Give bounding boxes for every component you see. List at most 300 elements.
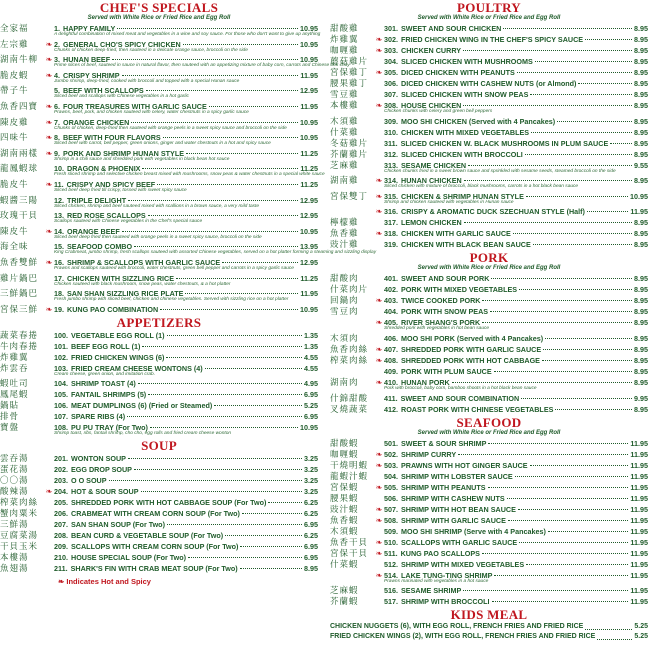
item-name: MOO SHI SHRIMP (Serve with 4 Pancakes) bbox=[401, 526, 546, 536]
item-body bbox=[384, 493, 648, 504]
item-price: 11.25 bbox=[300, 164, 318, 174]
item-body bbox=[54, 497, 318, 508]
item-name: SWEET & SOUR SHRIMP bbox=[401, 438, 487, 448]
item-line bbox=[54, 352, 318, 363]
item-chinese-name: 芝麻雞 bbox=[330, 159, 359, 170]
item-number: 9. bbox=[54, 148, 60, 158]
menu-item bbox=[0, 563, 318, 574]
item-name: HOT & SOUR SOUP bbox=[71, 486, 139, 496]
menu-item bbox=[330, 273, 648, 284]
hot-spicy-icon: ❧ bbox=[45, 55, 53, 65]
menu-item bbox=[330, 493, 648, 504]
item-number: 11. bbox=[54, 179, 64, 189]
item-line bbox=[384, 228, 648, 239]
item-number: 312. bbox=[384, 149, 398, 159]
item-price: 11.95 bbox=[630, 537, 648, 547]
menu-item bbox=[0, 148, 318, 164]
item-line bbox=[384, 559, 648, 570]
item-chinese-name: 芝麻蝦 bbox=[330, 585, 359, 596]
item-line bbox=[384, 306, 648, 317]
item-description: Sliced chicken, shrimp and beef sauteed mixed with scallions in a brown sauce, a very mild taste bbox=[54, 203, 260, 209]
section-title: PORK bbox=[469, 250, 509, 266]
item-description: Fresh sliced shrimp and selective chicken breast mixed with mushrooms, snow peas & water chestnuts in a special white sauce bbox=[54, 172, 325, 178]
item-body bbox=[384, 449, 648, 460]
item-price: 3.25 bbox=[304, 486, 318, 496]
menu-section bbox=[330, 1, 648, 250]
menu-item bbox=[330, 393, 648, 404]
item-price: 8.95 bbox=[634, 138, 648, 148]
item-body bbox=[384, 526, 648, 537]
item-number: 510. bbox=[384, 537, 398, 547]
item-number: 6. bbox=[54, 101, 60, 111]
item-line bbox=[54, 519, 318, 530]
item-price: 8.95 bbox=[634, 218, 648, 228]
item-chinese-name: 豉汁蝦 bbox=[330, 503, 359, 514]
item-body bbox=[54, 288, 318, 304]
item-name: ORANGE BEEF bbox=[67, 226, 120, 236]
menu-item bbox=[330, 34, 648, 45]
item-number: 106. bbox=[54, 401, 68, 411]
item-number: 304. bbox=[384, 57, 398, 66]
item-name: KUNG PAO COMBINATION bbox=[67, 304, 159, 314]
item-name: KUNG PAO SCALLOPS bbox=[400, 548, 480, 558]
item-price: 11.95 bbox=[630, 493, 648, 503]
menu-item bbox=[330, 45, 648, 56]
item-chinese-name: 回鍋肉 bbox=[330, 295, 359, 306]
menu-item bbox=[0, 475, 318, 486]
leader-dots bbox=[518, 509, 629, 510]
menu-item bbox=[330, 295, 648, 306]
item-name: SLICED CHICKEN WITH SNOW PEAS bbox=[401, 90, 529, 99]
item-chinese-name: 宮保雙丁 bbox=[330, 190, 369, 201]
item-number: 507. bbox=[384, 504, 398, 514]
item-body bbox=[384, 596, 648, 607]
item-chinese-name: 什菜蝦 bbox=[330, 558, 359, 569]
item-body bbox=[54, 530, 318, 541]
leader-dots bbox=[131, 122, 298, 123]
item-line bbox=[384, 23, 648, 34]
item-price: 11.95 bbox=[630, 570, 648, 580]
item-chinese-name: 脆皮蝦 bbox=[0, 69, 29, 80]
item-body bbox=[54, 486, 318, 497]
item-price: 5.25 bbox=[634, 633, 648, 641]
item-body bbox=[54, 464, 318, 475]
item-line bbox=[54, 475, 318, 486]
item-description: King Crabmeat, jumbo shrimp, fresh scallops sauteed with assorted Chinese vegetables, served on a hot platter forming a steaming and sizzling display bbox=[54, 250, 377, 256]
menu-item bbox=[330, 317, 648, 333]
item-name: SCALLOPS WITH GARLIC SAUCE bbox=[401, 537, 518, 547]
menu-item bbox=[330, 570, 648, 586]
item-line bbox=[384, 404, 648, 415]
item-price: 6.95 bbox=[304, 552, 318, 562]
item-number: 5. bbox=[54, 86, 60, 96]
menu-item bbox=[330, 206, 648, 217]
item-body bbox=[384, 217, 648, 228]
item-chinese-name: 宮保三鮮 bbox=[0, 303, 39, 314]
menu-item bbox=[330, 596, 648, 607]
item-body bbox=[384, 393, 648, 404]
menu-item bbox=[330, 138, 648, 149]
item-line bbox=[54, 464, 318, 475]
item-chinese-name: 魚香干貝 bbox=[330, 536, 369, 547]
leader-dots bbox=[167, 524, 302, 525]
item-chinese-name: 什菜雞 bbox=[330, 126, 359, 137]
item-chinese-name: 魚香肉絲 bbox=[330, 343, 369, 354]
item-body bbox=[384, 559, 648, 570]
hot-spicy-icon: ❧ bbox=[45, 304, 53, 314]
item-price: 8.95 bbox=[634, 68, 648, 77]
item-chinese-name: 什菜肉片 bbox=[330, 284, 369, 295]
item-price: 8.95 bbox=[634, 57, 648, 66]
section-subtitle: Served with White Rice or Fried Rice and Egg Roll bbox=[417, 429, 561, 436]
item-name: TRIPLE DELIGHT bbox=[67, 195, 127, 205]
item-chinese-name: 炸雞翼 bbox=[0, 351, 29, 362]
item-price: 11.95 bbox=[630, 559, 648, 569]
item-number: 508. bbox=[384, 515, 398, 525]
item-chinese-name: 芥蘭蝦 bbox=[330, 596, 359, 607]
item-name: SWEET AND SOUR COMBINATION bbox=[400, 393, 520, 403]
menu-item bbox=[0, 453, 318, 464]
leader-dots bbox=[463, 105, 632, 106]
item-price: 4.55 bbox=[304, 363, 318, 373]
item-number: 501. bbox=[384, 438, 398, 448]
menu-item bbox=[0, 85, 318, 101]
item-chinese-name: 本樓雞 bbox=[330, 100, 359, 110]
menu-item bbox=[0, 508, 318, 519]
leader-dots bbox=[242, 513, 302, 514]
menu-item bbox=[330, 515, 648, 526]
item-body bbox=[384, 160, 648, 176]
item-chinese-name: 脆皮牛 bbox=[0, 178, 29, 189]
item-chinese-name: 豆腐菜湯 bbox=[0, 529, 39, 540]
item-line bbox=[384, 149, 648, 160]
item-body bbox=[54, 541, 318, 552]
item-name: SLICED CHICKEN WITH BROCCOLI bbox=[401, 149, 523, 159]
item-description: Chicken chunks with celery and green bell peppers bbox=[384, 109, 493, 114]
item-name: ORANGE CHICKEN bbox=[63, 117, 130, 127]
item-body bbox=[54, 117, 318, 133]
item-chinese-name: 龍蝦汁蝦 bbox=[330, 470, 369, 481]
menu-item bbox=[0, 163, 325, 179]
item-price: 10.95 bbox=[630, 191, 648, 201]
item-price: 10.95 bbox=[300, 304, 318, 314]
item-number: 302. bbox=[384, 35, 398, 44]
menu-item bbox=[330, 438, 648, 449]
item-line bbox=[384, 45, 648, 56]
item-price: 8.95 bbox=[634, 404, 648, 414]
item-line bbox=[384, 366, 648, 377]
item-line bbox=[54, 541, 318, 552]
item-price: 8.95 bbox=[634, 307, 648, 317]
item-description: Prime slices of beef, sauteed in sauce in natural flavor, then sauteed with an appetizing mixture of baby corn, carrots and Chinese bok choy bbox=[54, 63, 350, 69]
item-number: 3. bbox=[54, 55, 60, 65]
hot-spicy-icon: ❧ bbox=[375, 548, 383, 558]
item-name: PORK WITH MIXED VEGETABLES bbox=[401, 285, 518, 295]
item-name: CHICKEN CURRY bbox=[401, 46, 462, 55]
menu-item bbox=[0, 422, 318, 438]
item-name: BEEF WITH FOUR FLAVORS bbox=[63, 133, 161, 143]
item-price: 8.95 bbox=[634, 355, 648, 365]
item-name: SAN SHAN SOUP (For Two) bbox=[71, 519, 165, 529]
hot-spicy-icon: ❧ bbox=[45, 486, 53, 496]
item-price: 10.95 bbox=[300, 39, 318, 49]
item-name: FANTAIL SHRIMPS (5) bbox=[71, 390, 147, 400]
leader-dots bbox=[209, 106, 299, 107]
item-body bbox=[384, 228, 648, 239]
item-line bbox=[54, 508, 318, 519]
item-body bbox=[54, 475, 318, 486]
item-number: 307. bbox=[384, 90, 398, 99]
item-price: 8.95 bbox=[634, 176, 648, 186]
leader-dots bbox=[205, 368, 302, 369]
leader-dots bbox=[185, 293, 298, 294]
item-price: 8.95 bbox=[634, 377, 648, 387]
item-body bbox=[384, 306, 648, 317]
item-body bbox=[54, 195, 318, 211]
section-title: APPETIZERS bbox=[116, 314, 202, 330]
item-chinese-name: 魚香雙鮮 bbox=[0, 256, 39, 267]
item-line bbox=[384, 585, 648, 596]
item-line bbox=[384, 34, 648, 45]
item-body bbox=[384, 344, 648, 355]
item-body bbox=[54, 273, 318, 289]
leader-dots bbox=[548, 531, 629, 532]
leader-dots bbox=[610, 143, 632, 144]
hot-spicy-icon: ❧ bbox=[375, 515, 383, 525]
item-chinese-name: 宮保雞丁 bbox=[330, 67, 369, 77]
item-number: 102. bbox=[54, 352, 68, 362]
item-name: SHRIMP CURRY bbox=[401, 449, 457, 459]
menu-item bbox=[330, 404, 648, 415]
item-name: LAKE TUNG-TING SHRIMP bbox=[401, 570, 493, 580]
item-chinese-name: 雪豆肉 bbox=[330, 306, 359, 317]
item-body bbox=[54, 563, 318, 574]
item-line bbox=[384, 548, 648, 559]
item-number: 503. bbox=[384, 460, 398, 470]
leader-dots bbox=[268, 502, 302, 503]
leader-dots bbox=[585, 620, 632, 630]
item-line bbox=[54, 530, 318, 541]
menu-item bbox=[330, 191, 648, 207]
item-number: 407. bbox=[384, 344, 398, 354]
item-name: DICED CHICKEN WITH PEANUTS bbox=[401, 68, 515, 77]
item-chinese-name: 〇〇湯 bbox=[0, 474, 29, 485]
item-number: 2. bbox=[54, 39, 60, 49]
leader-dots bbox=[134, 469, 302, 470]
item-number: 318. bbox=[384, 229, 398, 239]
item-chinese-name: 咖喱蝦 bbox=[330, 448, 359, 459]
item-price: 8.95 bbox=[634, 46, 648, 55]
item-price: 8.95 bbox=[634, 127, 648, 137]
hot-spicy-icon: ❧ bbox=[375, 570, 383, 580]
item-body bbox=[384, 89, 648, 100]
item-body bbox=[54, 411, 318, 422]
item-chinese-name: 海全味 bbox=[0, 241, 29, 252]
item-number: 509. bbox=[384, 526, 398, 536]
menu-item bbox=[330, 100, 648, 116]
item-name: MOO SHI CHICKEN (Served with 4 Pancakes) bbox=[401, 116, 556, 126]
menu-section bbox=[330, 416, 648, 608]
leader-dots bbox=[519, 542, 628, 543]
leader-dots bbox=[464, 222, 632, 223]
hot-spicy-icon: ❧ bbox=[375, 296, 383, 306]
item-description: Shredded pork with vegetables in hot bean sauce bbox=[384, 326, 490, 332]
item-name: SHRIMP WITH MIXED VEGETABLES bbox=[401, 559, 525, 569]
item-chinese-name: 排骨 bbox=[0, 411, 20, 422]
item-price: 12.95 bbox=[300, 211, 318, 221]
item-price: 8.95 bbox=[634, 366, 648, 376]
menu-item bbox=[0, 195, 318, 211]
item-body bbox=[54, 453, 318, 464]
item-price: 6.25 bbox=[304, 497, 318, 507]
item-chinese-name: 腰果雞丁 bbox=[330, 78, 369, 88]
item-line bbox=[384, 515, 648, 526]
section-title: POULTRY bbox=[456, 0, 521, 15]
leader-dots bbox=[112, 59, 298, 60]
item-body bbox=[54, 132, 318, 148]
item-chinese-name: 榨菜肉絲 bbox=[0, 496, 39, 507]
item-number: 310. bbox=[384, 127, 398, 137]
item-body bbox=[384, 191, 648, 207]
item-body bbox=[54, 341, 318, 352]
item-price: 8.95 bbox=[634, 101, 648, 110]
leader-dots bbox=[183, 44, 298, 45]
section-subtitle: Served with White Rice or Fried Rice and Egg Roll bbox=[417, 15, 561, 21]
item-body bbox=[384, 56, 648, 67]
menu-item bbox=[0, 541, 318, 552]
item-price: 6.95 bbox=[304, 412, 318, 422]
menu-item bbox=[330, 526, 648, 537]
section-subtitle: Served with White Rice or Fried Rice and Egg Roll bbox=[417, 265, 561, 272]
item-price: 11.95 bbox=[630, 449, 648, 459]
item-chinese-name: 玫瑰干貝 bbox=[0, 210, 39, 221]
menu-item bbox=[330, 127, 648, 138]
item-description: Sliced beef and scallops with Chinese vegetables in a hot garlic bbox=[54, 94, 189, 100]
item-body bbox=[54, 378, 318, 389]
item-number: 303. bbox=[384, 46, 398, 55]
leader-dots bbox=[463, 50, 632, 51]
item-name: SHREDDED PORK WITH HOT CABBAGE bbox=[401, 355, 540, 365]
item-description: Prawns, beef, pork, and chicken sauteed with celery, water chestnuts in a spicy garlic sauce bbox=[54, 109, 249, 115]
leader-dots bbox=[488, 487, 629, 488]
leader-dots bbox=[176, 278, 298, 279]
item-number: 14. bbox=[54, 226, 64, 236]
item-number: 516. bbox=[384, 586, 398, 596]
hot-spicy-icon: ❧ bbox=[375, 537, 383, 547]
leader-dots bbox=[138, 383, 302, 384]
item-number: 100. bbox=[54, 330, 68, 340]
item-name: SESAME CHICKEN bbox=[401, 160, 467, 170]
item-line bbox=[54, 400, 318, 411]
item-description: Chicken chunks fried in a sweet brown sauce and sprinkled with sesame seeds, steamed broccoli on the side bbox=[384, 168, 616, 174]
item-name: BEEF WITH SCALLOPS bbox=[63, 86, 144, 96]
item-body bbox=[384, 585, 648, 596]
item-name: CHICKEN WITH MIXED VEGETABLES bbox=[401, 127, 530, 137]
item-name: MEAT DUMPLINGS (6) (Fried or Steamed) bbox=[71, 401, 213, 411]
kids-meal-item bbox=[330, 632, 648, 642]
item-number: 10. bbox=[54, 164, 64, 174]
item-price: 8.95 bbox=[634, 274, 648, 284]
item-number: 506. bbox=[384, 493, 398, 503]
item-number: 1. bbox=[54, 24, 60, 33]
item-price: 8.95 bbox=[634, 90, 648, 99]
leader-dots bbox=[167, 335, 302, 336]
item-number: 107. bbox=[54, 412, 68, 422]
item-price: 8.95 bbox=[634, 240, 648, 250]
item-body bbox=[384, 366, 648, 377]
item-name: BEAN CURD & VEGETABLE SOUP (For Two) bbox=[71, 530, 224, 540]
leader-dots bbox=[141, 491, 303, 492]
item-price: 5.25 bbox=[304, 401, 318, 411]
leader-dots bbox=[128, 458, 302, 459]
leader-dots bbox=[128, 200, 298, 201]
item-price: 6.25 bbox=[304, 508, 318, 518]
hot-spicy-icon: ❧ bbox=[375, 460, 383, 470]
item-line bbox=[384, 596, 648, 607]
item-number: 315. bbox=[384, 191, 398, 201]
item-name: SPARE RIBS (4) bbox=[71, 412, 126, 422]
item-description: Cream cheese, green onion, and imitation crab. bbox=[54, 371, 156, 377]
leader-dots bbox=[585, 39, 632, 40]
item-name: FRIED CREAM CHEESE WONTONS (4) bbox=[71, 363, 203, 373]
menu-item bbox=[330, 116, 648, 127]
leader-dots bbox=[109, 480, 302, 481]
item-body bbox=[384, 100, 648, 116]
hot-spicy-icon: ❧ bbox=[375, 191, 383, 201]
item-name: CHICKEN WITH SIZZLING RICE bbox=[67, 273, 175, 283]
item-name: SHRIMP WITH PEANUTS bbox=[401, 482, 486, 492]
hot-spicy-icon: ❧ bbox=[375, 449, 383, 459]
item-price: 10.95 bbox=[300, 133, 318, 143]
item-price: 11.25 bbox=[300, 148, 318, 158]
item-chinese-name: 宮保蝦 bbox=[330, 481, 359, 492]
menu-item bbox=[0, 70, 318, 86]
leader-dots bbox=[545, 338, 632, 339]
item-line bbox=[384, 460, 648, 471]
section-title: KIDS MEAL bbox=[450, 607, 528, 623]
item-line bbox=[384, 537, 648, 548]
item-name: SCALLOPS WITH CREAM CORN SOUP (For Two) bbox=[71, 541, 239, 551]
menu-item bbox=[0, 464, 318, 475]
hot-spicy-icon: ❧ bbox=[45, 133, 53, 143]
leader-dots bbox=[157, 184, 298, 185]
item-body bbox=[384, 116, 648, 127]
item-chinese-name: 叉燒蔬菜 bbox=[330, 403, 369, 414]
leader-dots bbox=[491, 278, 632, 279]
item-name: CHICKEN WITH BLACK BEAN SAUCE bbox=[401, 240, 531, 250]
item-line bbox=[54, 552, 318, 563]
menu-item bbox=[330, 228, 648, 239]
item-name: CRISPY SHRIMP bbox=[63, 70, 120, 80]
item-body bbox=[54, 363, 318, 379]
hot-spicy-icon: ❧ bbox=[375, 504, 383, 514]
item-name: SHRIMP WITH BROCCOLI bbox=[401, 597, 490, 607]
item-chinese-name: 帶子牛 bbox=[0, 85, 29, 96]
item-chinese-name: 冬菇雞片 bbox=[330, 137, 369, 148]
item-body bbox=[384, 537, 648, 548]
item-price: 3.25 bbox=[304, 453, 318, 463]
item-body bbox=[384, 377, 648, 393]
item-price: 8.95 bbox=[634, 333, 648, 343]
leader-dots bbox=[488, 443, 628, 444]
item-body bbox=[384, 515, 648, 526]
item-body bbox=[384, 67, 648, 78]
item-body bbox=[54, 148, 318, 164]
item-chinese-name: 三鮮湯 bbox=[0, 518, 29, 529]
item-price: 10.95 bbox=[300, 226, 318, 236]
hot-spicy-icon: ❧ bbox=[375, 344, 383, 354]
item-price: 8.95 bbox=[634, 116, 648, 126]
